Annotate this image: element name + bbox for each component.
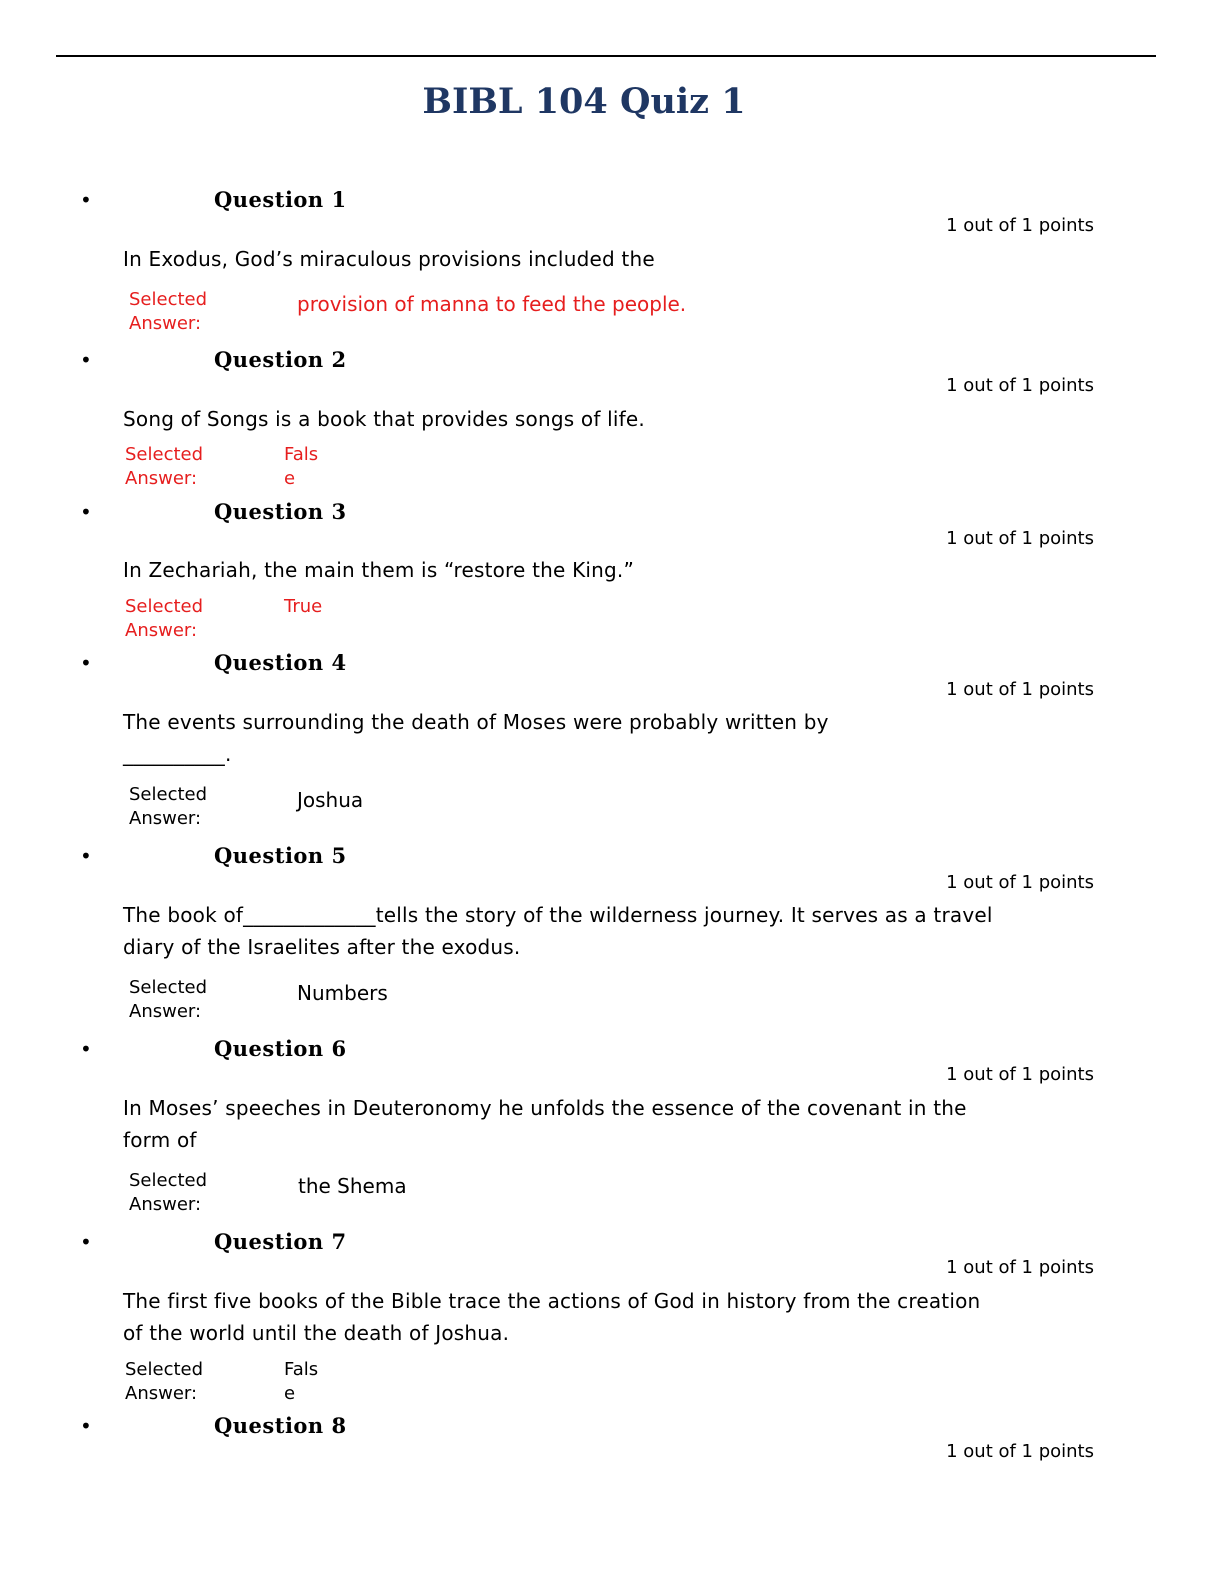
bullet: • [80,348,92,372]
question-header: Question 4 [214,650,347,675]
question-points: 1 out of 1 points [946,215,1094,236]
question-text: The book of_____________tells the story of the wilderness journey. It serves as a travel diary of the Israelites after the exodus. [123,903,993,959]
question-points: 1 out of 1 points [946,679,1094,700]
selected-answer: True [284,596,323,617]
bullet: • [80,1037,92,1061]
selected-answer-label: Selected Answer: [129,1170,208,1215]
question-header: Question 2 [214,347,347,372]
question-points: 1 out of 1 points [946,872,1094,893]
bullet: • [80,1414,92,1438]
page-title: BIBL 104 Quiz 1 [422,81,746,122]
bullet: • [80,844,92,868]
question-text: Song of Songs is a book that provides songs of life. [123,407,645,431]
question-text: In Exodus, God’s miraculous provisions included the [123,247,655,271]
question-header: Question 1 [214,187,347,212]
selected-answer-label: Selected Answer: [125,1359,204,1404]
question-points: 1 out of 1 points [946,1064,1094,1085]
question-points: 1 out of 1 points [946,375,1094,396]
bullet: • [80,651,92,675]
selected-answer: False [284,1359,319,1404]
bullet: • [80,1230,92,1254]
selected-answer-label: Selected Answer: [129,784,208,829]
question-points: 1 out of 1 points [946,1257,1094,1278]
question-header: Question 3 [214,499,347,524]
question-header: Question 8 [214,1413,347,1438]
selected-answer: False [284,444,319,489]
selected-answer-label: Selected Answer: [129,977,208,1022]
selected-answer-label: Selected Answer: [125,596,204,641]
selected-answer: Numbers [297,981,388,1005]
question-header: Question 5 [214,843,347,868]
question-text: In Zechariah, the main them is “restore the King.” [123,558,635,582]
selected-answer: Joshua [297,788,364,812]
question-points: 1 out of 1 points [946,528,1094,549]
question-points: 1 out of 1 points [946,1441,1094,1462]
bullet: • [80,500,92,524]
selected-answer-label: Selected Answer: [129,289,208,334]
bullet: • [80,188,92,212]
question-text: In Moses’ speeches in Deuteronomy he unfolds the essence of the covenant in the form of [123,1096,967,1152]
question-header: Question 6 [214,1036,347,1061]
top-rule [56,55,1156,57]
selected-answer: the Shema [298,1174,407,1198]
question-header: Question 7 [214,1229,347,1254]
question-text: The events surrounding the death of Moses were probably written by __________. [123,710,829,766]
selected-answer: provision of manna to feed the people. [297,292,687,316]
selected-answer-label: Selected Answer: [125,444,204,489]
question-text: The first five books of the Bible trace the actions of God in history from the creation of the world until the death of Joshua. [123,1289,981,1345]
